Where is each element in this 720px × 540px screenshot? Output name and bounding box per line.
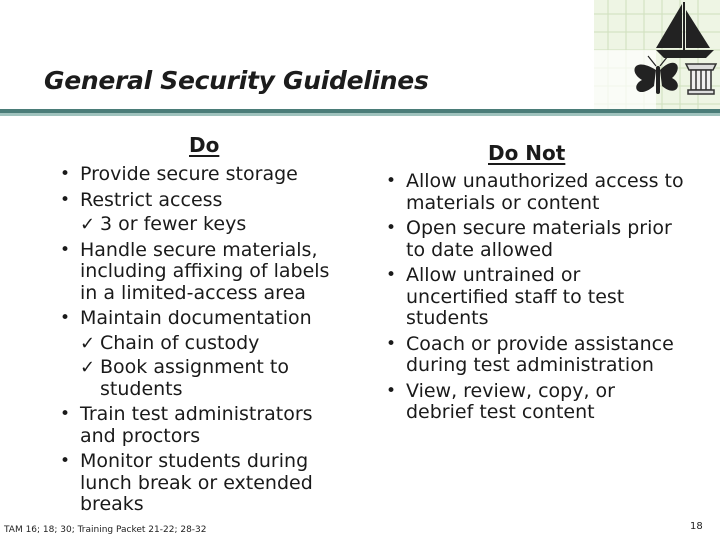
do-list xyxy=(58,164,348,520)
do-heading: Do xyxy=(189,133,220,157)
list-item: • Handle secure materials, including affixing of labels in a limited-access area xyxy=(60,238,330,304)
column-icon xyxy=(686,64,716,94)
list-item: • Provide secure storage xyxy=(60,163,298,185)
bullet-icon: • xyxy=(386,171,397,191)
bullet-icon: • xyxy=(386,333,397,354)
slide-title: General Security Guidelines xyxy=(44,66,429,95)
list-item: • Allow untrained or uncertified staff to test students xyxy=(386,264,625,329)
title-rule-accent xyxy=(0,113,720,116)
list-item: • Restrict access ✓ 3 or fewer keys xyxy=(58,190,348,236)
bullet-icon: • xyxy=(386,265,397,285)
bullet-icon: • xyxy=(60,239,71,260)
list-item: • View, review, copy, or debrief test content xyxy=(386,379,615,423)
bullet-icon: • xyxy=(60,164,71,184)
list-item: • Open secure materials prior to date allowed xyxy=(386,217,672,261)
donot-heading: Do Not xyxy=(488,141,566,165)
bullet-icon: • xyxy=(386,380,397,401)
bullet-icon: • xyxy=(386,218,397,238)
footer-reference: TAM 16; 18; 30; Training Packet 21-22; 28-32 xyxy=(4,525,207,535)
sub-list xyxy=(80,333,348,401)
bullet-icon: • xyxy=(60,451,71,471)
list-item: • Maintain documentation ✓ Chain of custody ✓ Book assignment to students xyxy=(58,308,348,400)
list-item: • Monitor students during lunch break or extended breaks xyxy=(60,450,313,515)
checkmark-icon: ✓ xyxy=(80,332,96,354)
list-item: • Allow unauthorized access to materials or content xyxy=(386,170,684,214)
checkmark-icon: ✓ xyxy=(80,357,96,378)
donot-list xyxy=(384,171,684,428)
sub-list-item: ✓ 3 or fewer keys xyxy=(80,213,247,235)
list-item: • Train test administrators and proctors xyxy=(60,403,313,447)
sub-list-item: ✓ Chain of custody xyxy=(80,331,260,354)
bullet-icon: • xyxy=(60,404,71,424)
list-item: • Coach or provide assistance during test administration xyxy=(386,332,674,376)
page-number: 18 xyxy=(690,521,703,532)
sub-list-item: ✓ Book assignment to students xyxy=(80,356,289,400)
checkmark-icon: ✓ xyxy=(80,214,96,235)
bullet-icon: • xyxy=(60,308,71,328)
bullet-icon: • xyxy=(60,189,71,210)
sub-list xyxy=(80,214,348,236)
header-artwork xyxy=(594,0,720,109)
